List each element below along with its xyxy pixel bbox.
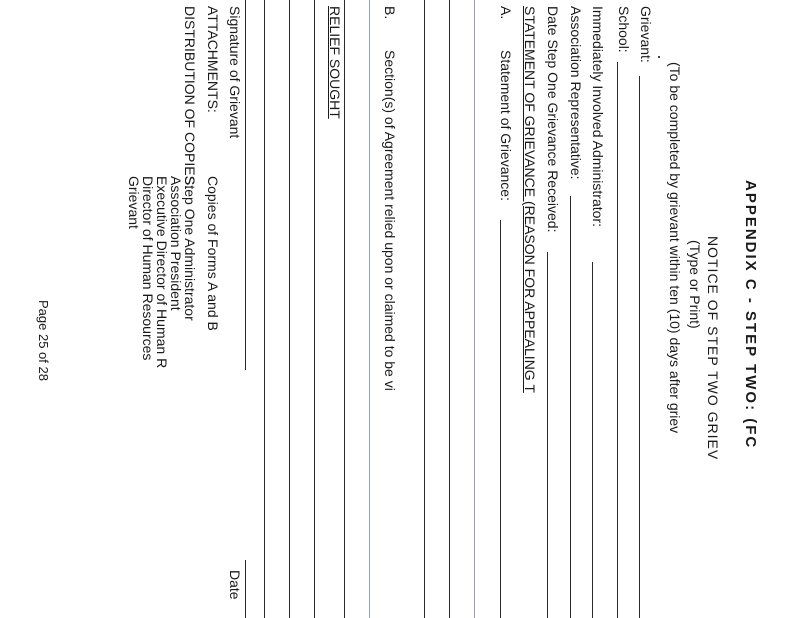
- section-a-marker: A.: [498, 6, 514, 20]
- school-field-line[interactable]: [617, 62, 618, 618]
- statement-field-line-3[interactable]: [449, 0, 450, 618]
- distribution-item: Grievant: [126, 176, 142, 229]
- page-number: Page 25 of 28: [36, 300, 51, 381]
- association-rep-label: Association Representative:: [568, 6, 584, 180]
- section-b-label: Section(s) of Agreement relied upon or claimed to be vi: [382, 50, 398, 391]
- signature-line[interactable]: [245, 0, 246, 370]
- grievant-label: Grievant:: [638, 6, 654, 63]
- distribution-label: DISTRIBUTION OF COPIES:: [182, 6, 198, 189]
- administrator-label: Immediately Involved Administrator:: [590, 6, 606, 227]
- distribution-item: Association President: [168, 176, 184, 311]
- date-label: Date: [227, 570, 243, 600]
- relief-sought-heading: RELIEF SOUGHT: [327, 6, 343, 119]
- relief-field-line-3[interactable]: [264, 0, 265, 618]
- attachments-value: Copies of Forms A and B: [205, 176, 221, 331]
- statement-field-line-4[interactable]: [424, 0, 425, 618]
- administrator-field-line[interactable]: [592, 262, 593, 618]
- section-b-field-line-1[interactable]: [369, 0, 370, 618]
- form-title: APPENDIX C - STEP TWO: (FC: [742, 180, 759, 450]
- section-b-field-line-2[interactable]: [344, 0, 345, 618]
- distribution-item: Executive Director of Human R: [154, 176, 170, 369]
- form-print-instruction: (Type or Print): [687, 240, 703, 329]
- signature-label: Signature of Grievant: [227, 6, 243, 139]
- relief-field-line-1[interactable]: [314, 0, 315, 618]
- statement-field-line-2[interactable]: [474, 0, 475, 618]
- scan-speck: [658, 56, 660, 58]
- section-b-marker: B.: [382, 6, 398, 20]
- statement-heading: STATEMENT OF GRIEVANCE (REASON FOR APPEALING T: [522, 6, 538, 393]
- grievant-field-line[interactable]: [639, 76, 640, 618]
- section-a-label: Statement of Grievance:: [498, 50, 514, 201]
- distribution-item: Director of Human Resources: [140, 176, 156, 361]
- school-label: School:: [616, 6, 632, 53]
- relief-field-line-2[interactable]: [289, 0, 290, 618]
- form-completion-instruction: (To be completed by grievant within ten (10) days after griev: [667, 62, 683, 434]
- date-received-field-line[interactable]: [547, 252, 548, 618]
- form-notice-heading: NOTICE OF STEP TWO GRIEV: [705, 236, 721, 461]
- date-received-label: Date Step One Grievance Received:: [545, 6, 561, 233]
- distribution-item: Step One Administrator: [182, 176, 198, 321]
- statement-field-line-1[interactable]: [500, 220, 501, 618]
- association-rep-field-line[interactable]: [570, 196, 571, 618]
- date-line[interactable]: [245, 560, 246, 618]
- attachments-label: ATTACHMENTS:: [205, 6, 221, 113]
